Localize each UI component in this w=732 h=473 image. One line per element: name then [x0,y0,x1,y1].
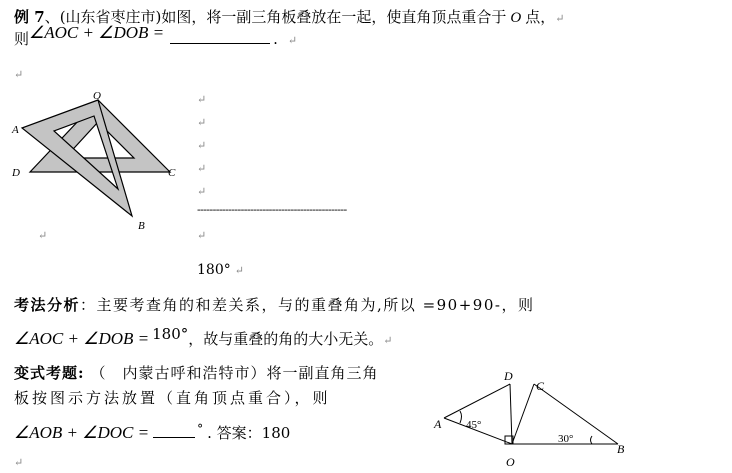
example-text-2: 点， [525,8,556,26]
paragraph-mark: ↵ [197,162,207,175]
variant-text-1: （ 内蒙古呼和浩特市）将一副直角三角 [90,364,379,382]
analysis-value: 180° [152,325,189,343]
answer-1-line [197,262,244,278]
fig2-angle-30: 30° [558,433,574,445]
variant-expression: ∠AOB + ∠DOC = [14,423,150,442]
segment-od [510,384,512,444]
example-text-1: 如图，将一副三角板叠放在一起，使直角顶点重合于 [161,8,507,26]
paragraph-mark: ↵ [197,116,207,129]
fig1-label-a: A [12,124,19,136]
answer-1-value: 180° [197,262,231,278]
answer-blank [170,43,270,44]
segment-oc [512,384,534,444]
fig2-label-c: C [536,379,545,393]
variant-triangle-figure [430,366,630,470]
triangle-rulers-figure [10,86,200,236]
analysis-text-2: ，故与重叠的角的大小无关。 [188,330,384,348]
segment-cb [534,384,618,444]
analysis-line [14,294,534,315]
analysis-expression: ∠AOC + ∠DOB = [14,329,150,348]
fig1-label-o: O [93,90,101,102]
fig2-angle-45: 45° [466,419,482,431]
paragraph-mark: ↵ [555,12,565,25]
angle-45-arc [460,411,462,423]
variant-answer: . 答案：180 [207,424,291,442]
variant-line-3 [14,422,290,443]
paragraph-mark: ↵ [14,68,24,81]
analysis-result-line [14,325,393,349]
example-number: 例 7 [14,8,45,26]
question-period: . [273,30,278,48]
fig2-label-b: B [617,442,625,456]
paragraph-mark: ↵ [383,334,393,347]
paragraph-mark: ↵ [197,229,207,242]
angle-sum-expression: ∠AOC + ∠DOB = [29,23,165,42]
analysis-colon: ： [80,296,97,314]
paragraph-mark: ↵ [197,139,207,152]
variant-title: 变式考题: [14,364,85,382]
paragraph-mark: ↵ [197,93,207,106]
dashed-separator: ------------------------------------------------ [197,203,347,216]
paragraph-mark: ↵ [287,34,298,47]
variant-line-2: 板按图示方法放置（直角顶点重合），则 [14,389,331,407]
fig1-label-d: D [12,167,20,179]
example-sep: 、 [44,8,60,26]
fig2-label-o: O [506,455,515,469]
angle-30-arc [591,436,593,444]
fig2-label-d: D [504,369,513,383]
point-o-label: O [510,10,522,26]
analysis-text: 主要考查角的和差关系，与的重叠角为,所以 =90+90-，则 [96,296,535,314]
example-text-3: 则 [14,30,30,48]
example-question-line [14,23,298,49]
paragraph-mark: ↵ [234,264,244,277]
fig1-label-c: C [168,167,176,179]
example-source: (山东省枣庄市) [59,8,162,26]
paragraph-mark: ↵ [14,456,24,469]
fig1-label-b: B [138,220,145,232]
paragraph-mark: ↵ [197,185,207,198]
analysis-title: 考法分析 [14,296,81,314]
fig2-label-a: A [434,417,442,431]
variant-answer-blank [153,437,195,438]
segment-da [444,384,510,418]
variant-line-1 [14,362,379,383]
paragraph-mark: ↵ [38,229,48,242]
degree-symbol: ° [197,422,204,436]
